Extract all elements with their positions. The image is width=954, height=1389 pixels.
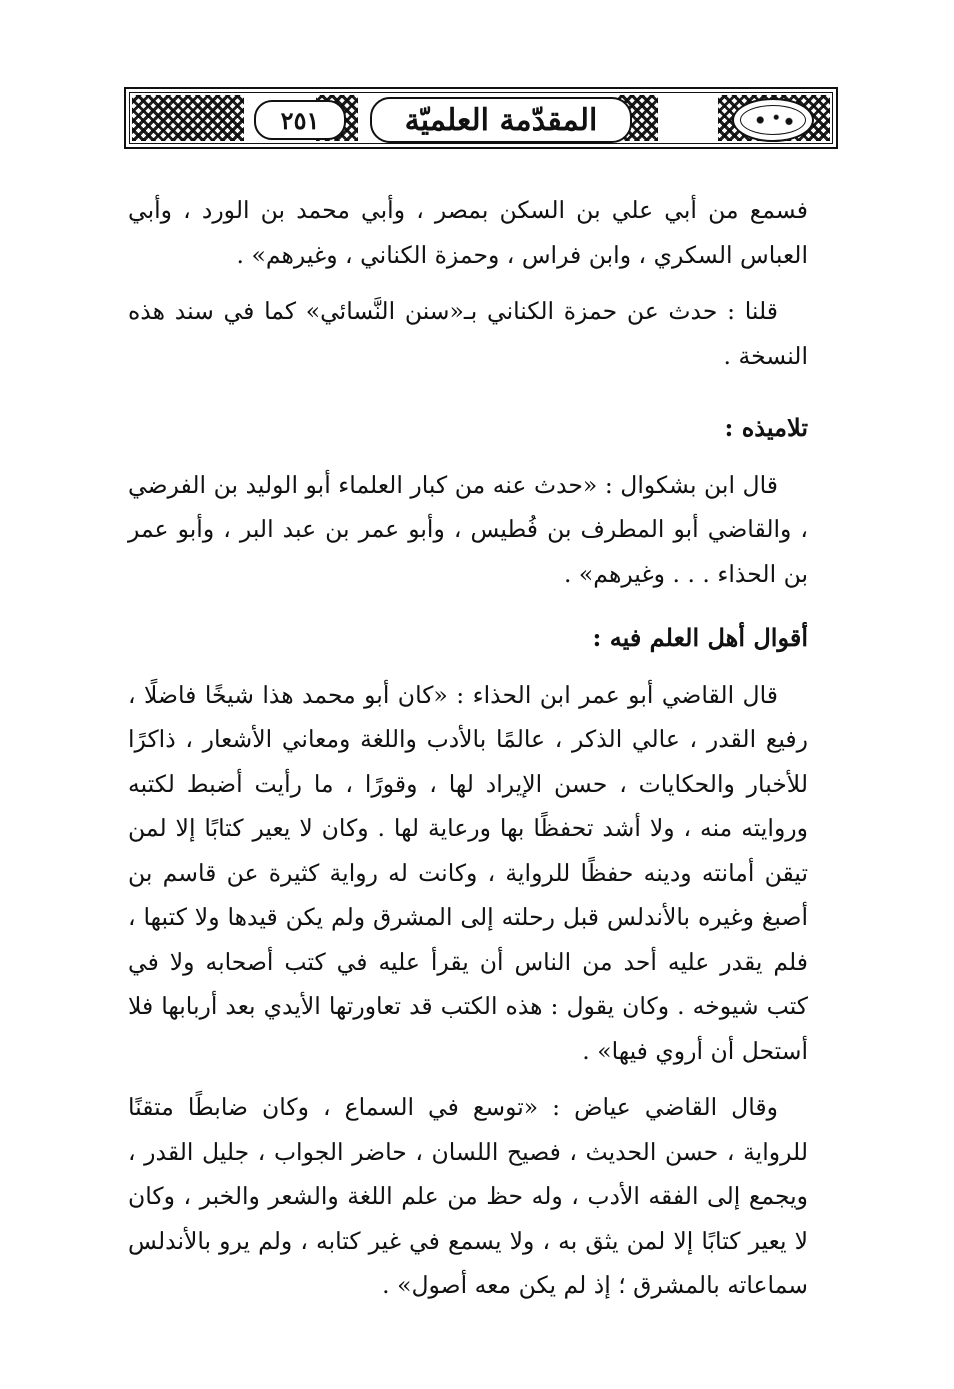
section-heading-students: تلاميذه : — [724, 413, 808, 442]
page-body — [128, 188, 808, 1308]
header-ornament-left — [132, 95, 244, 141]
running-title: المقدّمة العلميّة — [404, 102, 598, 138]
paragraph: قال ابن بشكوال : «حدث عنه من كبار العلماء أبو الوليد بن الفرضي ، والقاضي أبو المطرف بن فُطيس ، وأبو عمر بن عبد البر ، وأبو عمر بن الحذاء . . . وغيرهم» . — [128, 470, 808, 588]
paragraph: قال القاضي أبو عمر ابن الحذاء : «كان أبو محمد هذا شيخًا فاضلًا ، رفيع القدر ، عالي الذكر ، عالمًا بالأدب واللغة ومعاني الأشعار ، ذاكرًا للأخبار والحكايات ، حسن الإيراد لها ، وقورًا ، ما رأيت أضبط لكتبه وروايته منه ، ولا أشد تحفظًا بها ورعاية لها . وكان لا يعير كتابًا إلا لمن تيقن أمانته ودينه حفظًا للرواية ، وكانت له رواية كثيرة عن قاسم بن أصبغ وغيره بالأندلس قبل رحلته إلى المشرق ولم يكن قيدها ولا كتبها ، فلم يقدر عليه أحد من الناس أن يقرأ عليه في كتب أصحابه ولا في كتب شيوخه . وكان يقول : هذه الكتب قد تعاورتها الأيدي بعد أربابها فلا أستحل أن أروي فيها» . — [128, 680, 808, 1065]
running-title-frame — [370, 97, 632, 143]
section-heading-scholars-sayings: أقوال أهل العلم فيه : — [592, 623, 808, 652]
page-header — [124, 87, 838, 149]
paragraph: قلنا : حدث عن حمزة الكناني بـ«سنن النَّسائي» كما في سند هذه النسخة . — [128, 297, 808, 370]
page-number: ٢٥١ — [280, 105, 320, 135]
page-number-frame — [254, 100, 346, 140]
publisher-seal-icon — [732, 98, 814, 142]
paragraph: فسمع من أبي علي بن السكن بمصر ، وأبي محمد بن الورد ، وأبي العباس السكري ، وابن فراس ، وحمزة الكناني ، وغيرهم» . — [128, 196, 808, 269]
paragraph: وقال القاضي عياض : «توسع في السماع ، وكان ضابطًا متقنًا للرواية ، حسن الحديث ، فصيح اللسان ، حاضر الجواب ، جليل القدر ، ويجمع إلى الفقه الأدب ، وله حظ من علم اللغة والشعر والخبر ، وكان لا يعير كتابًا إلا لمن يثق به ، ولا يسمع في غير كتابه ، ولم يرو بالأندلس سماعاته بالمشرق ؛ إذ لم يكن معه أصول» . — [128, 1093, 809, 1299]
